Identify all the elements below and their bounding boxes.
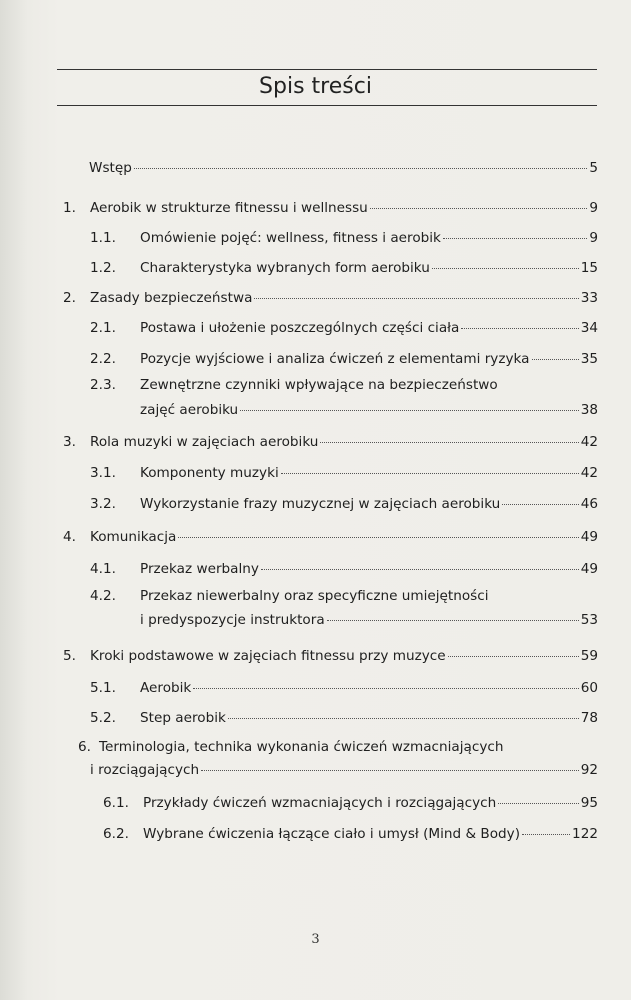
toc-entry-title: i rozciągających [90, 762, 200, 778]
toc-entry-number: 3.1. [90, 465, 116, 481]
toc-entry-title: Wybrane ćwiczenia łączące ciało i umysł (Mind & Body) [143, 826, 521, 842]
toc-leader-dots [228, 717, 579, 719]
toc-entry-page: 33 [580, 290, 598, 306]
toc-entry-line [140, 678, 598, 698]
toc-entry-page: 49 [580, 561, 598, 577]
toc-entry-page: 46 [580, 496, 598, 512]
toc-entry [0, 349, 631, 369]
toc-leader-dots [461, 327, 578, 329]
toc-entry-title: Przykłady ćwiczeń wzmacniających i rozciągających [143, 795, 497, 811]
toc-entry-line [140, 318, 598, 338]
toc-entry-line [140, 258, 598, 278]
toc-entry-line [140, 559, 598, 579]
toc-leader-dots [443, 237, 587, 239]
toc-leader-dots [432, 267, 579, 269]
toc-entry-page: 42 [580, 465, 598, 481]
toc-entry-page: 53 [580, 612, 598, 628]
toc-entry-title: zajęć aerobiku [140, 402, 239, 418]
toc-entry-number: 2.1. [90, 320, 116, 336]
toc-entry-page: 78 [580, 710, 598, 726]
toc-entry [0, 318, 631, 338]
toc-entry [0, 588, 631, 630]
toc-entry-line [90, 288, 598, 308]
toc-entry-line [140, 400, 598, 420]
toc-entry [0, 258, 631, 278]
toc-leader-dots [320, 441, 578, 443]
toc-entry-line [140, 708, 598, 728]
toc-entry-line [143, 824, 598, 844]
toc-entry [0, 158, 631, 178]
toc-entry [0, 708, 631, 728]
page-title: Spis treści [259, 74, 372, 99]
toc-leader-dots [201, 769, 579, 771]
toc-entry-page: 49 [580, 529, 598, 545]
toc-entry-page: 92 [580, 762, 598, 778]
toc-leader-dots [498, 802, 578, 804]
page-number: 3 [311, 932, 320, 947]
toc-entry [0, 793, 631, 813]
toc-entry-page: 15 [580, 260, 598, 276]
toc-entry-line [90, 646, 598, 666]
toc-entry [0, 559, 631, 579]
toc-entry-title: Pozycje wyjściowe i analiza ćwiczeń z elementami ryzyka [140, 351, 530, 367]
toc-entry-number: 1.2. [90, 260, 116, 276]
toc-entry-page: 60 [580, 680, 598, 696]
toc-entry-number: 4.2. [90, 588, 116, 604]
toc-entry-title: Wstęp [89, 160, 132, 176]
toc-entry-line [90, 760, 598, 780]
toc-entry-number: 6.1. [103, 795, 129, 811]
toc-entry [0, 377, 631, 420]
toc-entry-page: 95 [580, 795, 598, 811]
toc-entry-number: 1.1. [90, 230, 116, 246]
toc-entry-title: i predyspozycje instruktora [140, 612, 325, 628]
toc-entry-number: 6.2. [103, 826, 129, 842]
toc-entry-number: 2. [63, 290, 76, 306]
toc-entry-page: 35 [580, 351, 598, 367]
toc-entry-title: Postawa i ułożenie poszczególnych części ciała [140, 320, 460, 336]
toc-entry-title: Rola muzyki w zajęciach aerobiku [90, 434, 319, 450]
toc-entry [0, 527, 631, 547]
toc-entry-line [90, 198, 598, 218]
toc-leader-dots [281, 472, 579, 474]
toc-entry-line [90, 432, 598, 452]
toc-entry [0, 646, 631, 666]
toc-leader-dots [193, 687, 578, 689]
toc-entry-line [140, 494, 598, 514]
toc-entry-title: Step aerobik [140, 710, 226, 726]
toc-entry [0, 432, 631, 452]
toc-entry [0, 288, 631, 308]
toc-leader-dots [327, 619, 579, 621]
toc-leader-dots [240, 409, 579, 411]
toc-entry-line [140, 349, 598, 369]
toc-leader-dots [178, 536, 578, 538]
toc-entry-line [140, 463, 598, 483]
toc-leader-dots [254, 297, 578, 299]
toc-entry-title: Kroki podstawowe w zajęciach fitnessu przy muzyce [90, 648, 446, 664]
toc-leader-dots [532, 358, 579, 360]
toc-entry-page: 42 [580, 434, 598, 450]
toc-leader-dots [522, 833, 570, 835]
toc-entry-title: Zasady bezpieczeństwa [90, 290, 253, 306]
toc-entry-title-line1: Zewnętrzne czynniki wpływające na bezpieczeństwo [140, 377, 498, 393]
toc-entry-title: Charakterystyka wybranych form aerobiku [140, 260, 430, 276]
toc-entry-title-line1: Przekaz niewerbalny oraz specyficzne umiejętności [140, 588, 489, 604]
toc-entry-title-line1: Terminologia, technika wykonania ćwiczeń wzmacniających [99, 739, 504, 755]
toc-entry-line [140, 610, 598, 630]
toc-entry-page: 122 [572, 826, 598, 842]
toc-entry-line [143, 793, 598, 813]
toc-entry [0, 198, 631, 218]
toc-entry-number: 5.1. [90, 680, 116, 696]
toc-leader-dots [261, 568, 579, 570]
toc-entry-title: Komunikacja [90, 529, 177, 545]
toc-leader-dots [134, 167, 587, 169]
toc-entry-line [89, 158, 598, 178]
toc-entry [0, 228, 631, 248]
toc-entry-page: 34 [580, 320, 598, 336]
toc-entry-page: 5 [589, 160, 598, 176]
toc-entry-title: Przekaz werbalny [140, 561, 259, 577]
toc-leader-dots [448, 655, 579, 657]
toc-entry-number: 6. [78, 739, 91, 755]
toc-entry-number: 4.1. [90, 561, 116, 577]
toc-entry-number: 1. [63, 200, 76, 216]
toc-entry [0, 824, 631, 844]
toc-entry [0, 463, 631, 483]
toc-entry-line [140, 228, 598, 248]
toc-entry [0, 739, 631, 780]
toc-leader-dots [502, 503, 578, 505]
toc-leader-dots [370, 207, 588, 209]
toc-entry-title: Omówienie pojęć: wellness, fitness i aerobik [140, 230, 441, 246]
toc-entry-page: 59 [580, 648, 598, 664]
toc-entry-title: Aerobik [140, 680, 192, 696]
toc-entry-number: 5. [63, 648, 76, 664]
toc-entry-number: 3. [63, 434, 76, 450]
toc-entry [0, 678, 631, 698]
toc-entry-page: 38 [580, 402, 598, 418]
toc-entry-number: 5.2. [90, 710, 116, 726]
toc-entry-title: Komponenty muzyki [140, 465, 279, 481]
toc-entry-number: 4. [63, 529, 76, 545]
toc-entry-number: 2.3. [90, 377, 116, 393]
toc-entry-number: 2.2. [90, 351, 116, 367]
toc-entry-line [90, 527, 598, 547]
toc-entry-title: Aerobik w strukturze fitnessu i wellnessu [90, 200, 368, 216]
toc-entry-title: Wykorzystanie frazy muzycznej w zajęciach aerobiku [140, 496, 501, 512]
toc-entry-page: 9 [589, 230, 598, 246]
toc-entry [0, 494, 631, 514]
toc-entry-page: 9 [589, 200, 598, 216]
toc-entry-number: 3.2. [90, 496, 116, 512]
